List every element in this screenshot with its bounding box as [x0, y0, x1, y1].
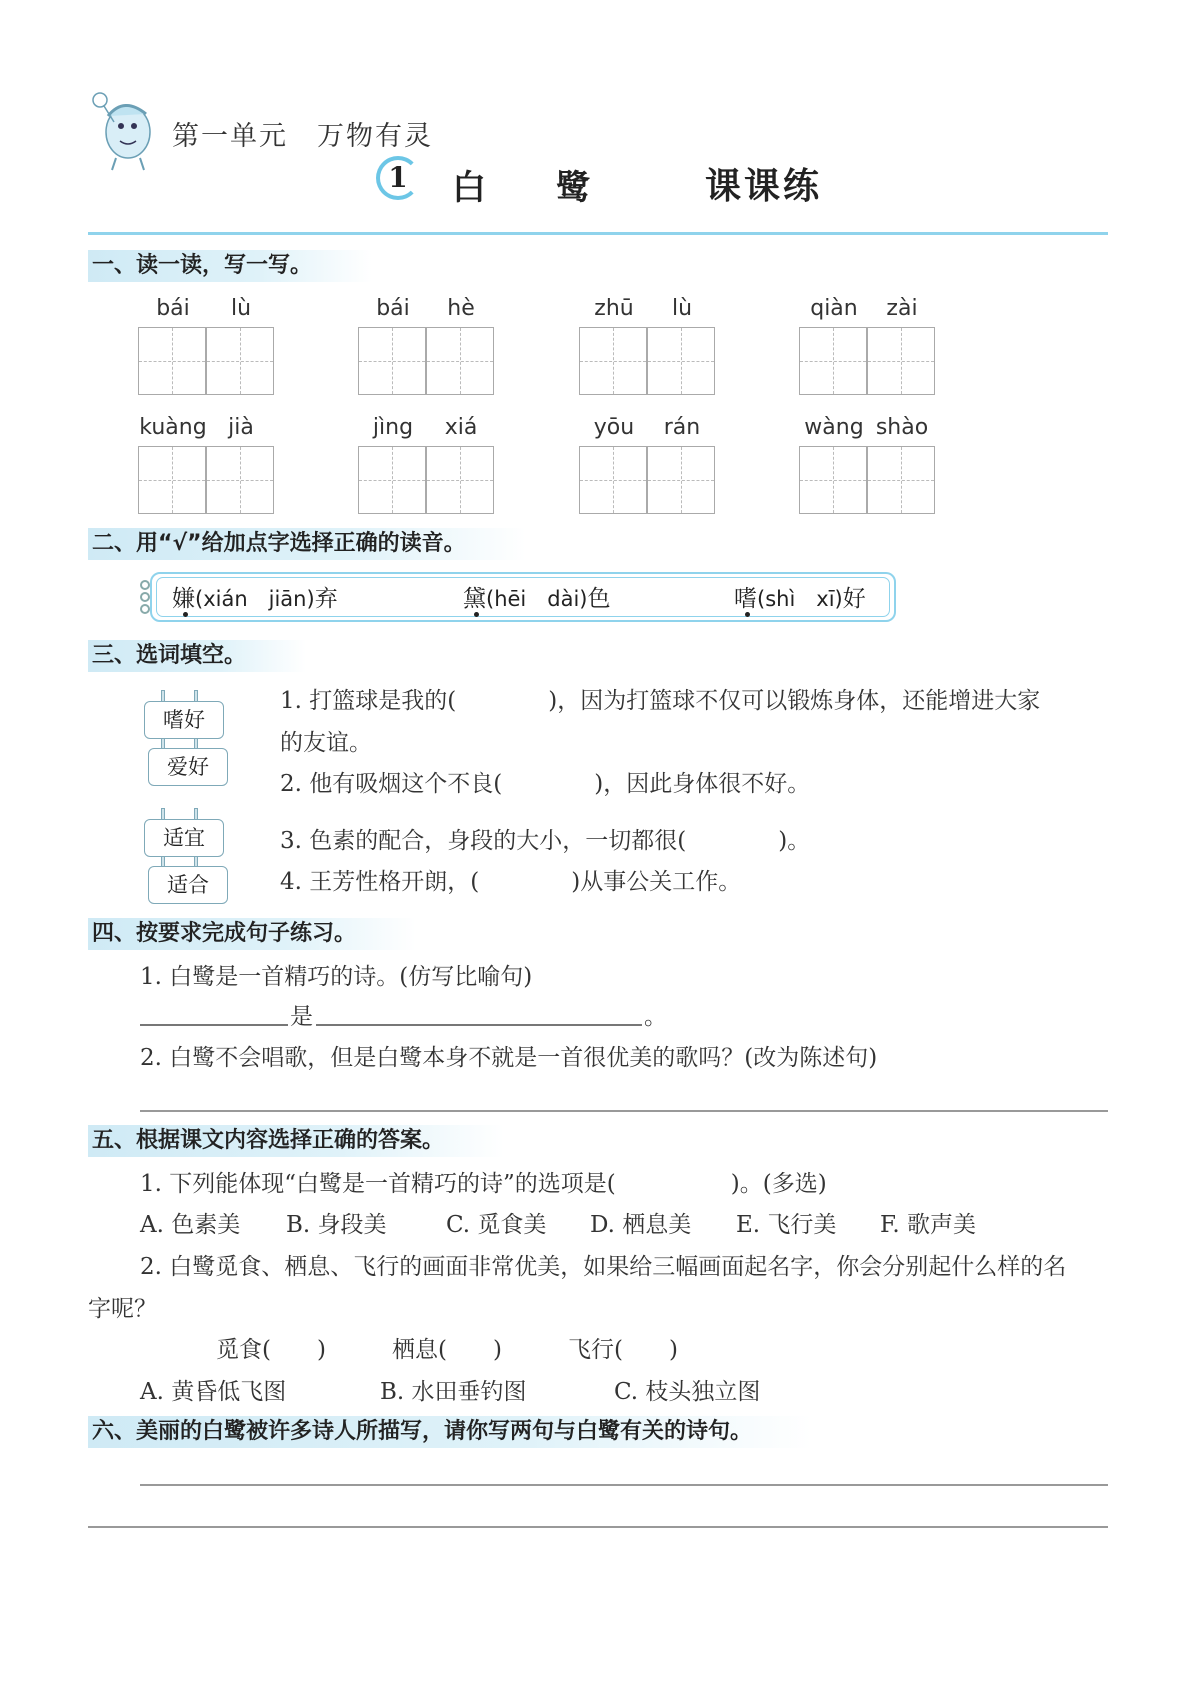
question-5-2: 2. 白鹭觅食、栖息、飞行的画面非常优美，如果给三幅画面起名字，你会分别起什么样的名 — [140, 1254, 1067, 1280]
unit-title: 第一单元 万物有灵 — [172, 121, 433, 152]
answer-line[interactable] — [140, 1484, 1108, 1486]
answer-line[interactable] — [140, 1024, 288, 1026]
pronunciation-item — [734, 580, 866, 613]
binding-ring-icon — [140, 592, 150, 602]
pinyin: hè — [447, 296, 475, 321]
section-2-title: 二、用“√”给加点字选择正确的读音。 — [88, 528, 526, 560]
header-divider — [88, 232, 1108, 235]
emphasis-dot — [474, 612, 479, 617]
word-sign: 嗜好 — [144, 701, 224, 739]
name-blank[interactable]: 栖息( ) — [392, 1337, 502, 1363]
emphasis-dot — [183, 612, 188, 617]
binding-ring-icon — [140, 580, 150, 590]
name-blank[interactable]: 觅食( ) — [216, 1337, 326, 1363]
pinyin: yōu — [593, 415, 635, 440]
lesson-title-char-1: 白 — [452, 168, 486, 208]
section-6-title: 六、美丽的白鹭被许多诗人所描写，请你写两句与白鹭有关的诗句。 — [88, 1416, 812, 1448]
section-3-title: 三、选词填空。 — [88, 640, 306, 672]
writing-box[interactable] — [138, 327, 206, 395]
question-3-2: 2. 他有吸烟这个不良( )，因此身体很不好。 — [280, 771, 811, 797]
lesson-title-char-2: 鹭 — [556, 168, 590, 208]
pinyin: lù — [671, 296, 693, 321]
option[interactable]: D. 栖息美 — [590, 1212, 692, 1238]
word-rest: 弃 — [314, 586, 338, 612]
writing-box[interactable] — [647, 327, 715, 395]
pinyin: lù — [230, 296, 252, 321]
answer-line[interactable] — [140, 1110, 1108, 1112]
pinyin: zài — [886, 296, 918, 321]
word-sign: 适宜 — [144, 819, 224, 857]
binding-ring-icon — [140, 604, 150, 614]
word-rest: 色 — [587, 586, 611, 612]
question-4-2: 2. 白鹭不会唱歌，但是白鹭本身不就是一首很优美的歌吗？(改为陈述句) — [140, 1045, 878, 1071]
option[interactable]: E. 飞行美 — [736, 1212, 837, 1238]
pinyin: xiá — [444, 415, 478, 440]
writing-box[interactable] — [138, 446, 206, 514]
section-1-title: 一、读一读，写一写。 — [88, 250, 372, 282]
word-sign: 爱好 — [148, 748, 228, 786]
question-5-1: 1. 下列能体现“白鹭是一首精巧的诗”的选项是( )。(多选) — [140, 1171, 827, 1197]
name-blank[interactable]: 飞行( ) — [568, 1337, 678, 1363]
writing-box[interactable] — [358, 446, 426, 514]
question-4-1: 1. 白鹭是一首精巧的诗。(仿写比喻句) — [140, 964, 533, 990]
question-3-4: 4. 王芳性格开朗，( )从事公关工作。 — [280, 869, 742, 895]
option[interactable]: B. 身段美 — [286, 1212, 387, 1238]
pinyin: shào — [875, 415, 929, 440]
pinyin: wàng — [804, 415, 864, 440]
pinyin: zhū — [594, 296, 634, 321]
pinyin-options[interactable]: (shì xī) — [757, 587, 843, 611]
period: 。 — [644, 1004, 667, 1030]
pinyin: rán — [663, 415, 701, 440]
question-5-2-cont: 字呢？ — [88, 1296, 157, 1322]
option[interactable]: F. 歌声美 — [880, 1212, 976, 1238]
writing-box[interactable] — [799, 327, 867, 395]
writing-box[interactable] — [867, 327, 935, 395]
question-3-1-cont: 的友谊。 — [280, 730, 372, 756]
dotted-char: 嫌 — [172, 586, 195, 612]
lesson-number: 1 — [376, 156, 420, 200]
option[interactable]: A. 黄昏低飞图 — [140, 1379, 287, 1405]
writing-box[interactable] — [799, 446, 867, 514]
writing-box[interactable] — [358, 327, 426, 395]
writing-box[interactable] — [206, 446, 274, 514]
emphasis-dot — [745, 612, 750, 617]
writing-box[interactable] — [867, 446, 935, 514]
pinyin: jià — [228, 415, 254, 440]
writing-box[interactable] — [647, 446, 715, 514]
word-rest: 好 — [842, 586, 866, 612]
option[interactable]: C. 枝头独立图 — [614, 1379, 761, 1405]
option[interactable]: C. 觅食美 — [446, 1212, 547, 1238]
option[interactable]: B. 水田垂钓图 — [380, 1379, 527, 1405]
section-4-title: 四、按要求完成句子练习。 — [88, 918, 416, 950]
pronunciation-item — [463, 580, 610, 613]
answer-line[interactable] — [88, 1526, 1108, 1528]
dotted-char: 黛 — [463, 586, 486, 612]
pinyin: bái — [156, 296, 190, 321]
pinyin: jìng — [372, 415, 414, 440]
lesson-subtitle: 课课练 — [705, 166, 823, 207]
pinyin: qiàn — [810, 296, 858, 321]
pinyin-options[interactable]: (hēi dài) — [486, 587, 588, 611]
writing-box[interactable] — [426, 446, 494, 514]
question-3-1: 1. 打篮球是我的( )，因为打篮球不仅可以锻炼身体，还能增进大家 — [280, 688, 1041, 714]
option[interactable]: A. 色素美 — [140, 1212, 241, 1238]
writing-box[interactable] — [579, 327, 647, 395]
pinyin: bái — [376, 296, 410, 321]
shi-char: 是 — [290, 1004, 313, 1030]
pronunciation-item — [172, 580, 338, 613]
writing-box[interactable] — [206, 327, 274, 395]
mascot-illustration — [88, 86, 160, 172]
word-sign: 适合 — [148, 866, 228, 904]
writing-box[interactable] — [579, 446, 647, 514]
dotted-char: 嗜 — [734, 586, 757, 612]
pinyin-options[interactable]: (xián jiān) — [195, 587, 315, 611]
question-3-3: 3. 色素的配合，身段的大小，一切都很( )。 — [280, 828, 811, 854]
section-5-title: 五、根据课文内容选择正确的答案。 — [88, 1125, 504, 1157]
answer-line[interactable] — [316, 1024, 642, 1026]
pinyin: kuàng — [139, 415, 207, 440]
writing-box[interactable] — [426, 327, 494, 395]
